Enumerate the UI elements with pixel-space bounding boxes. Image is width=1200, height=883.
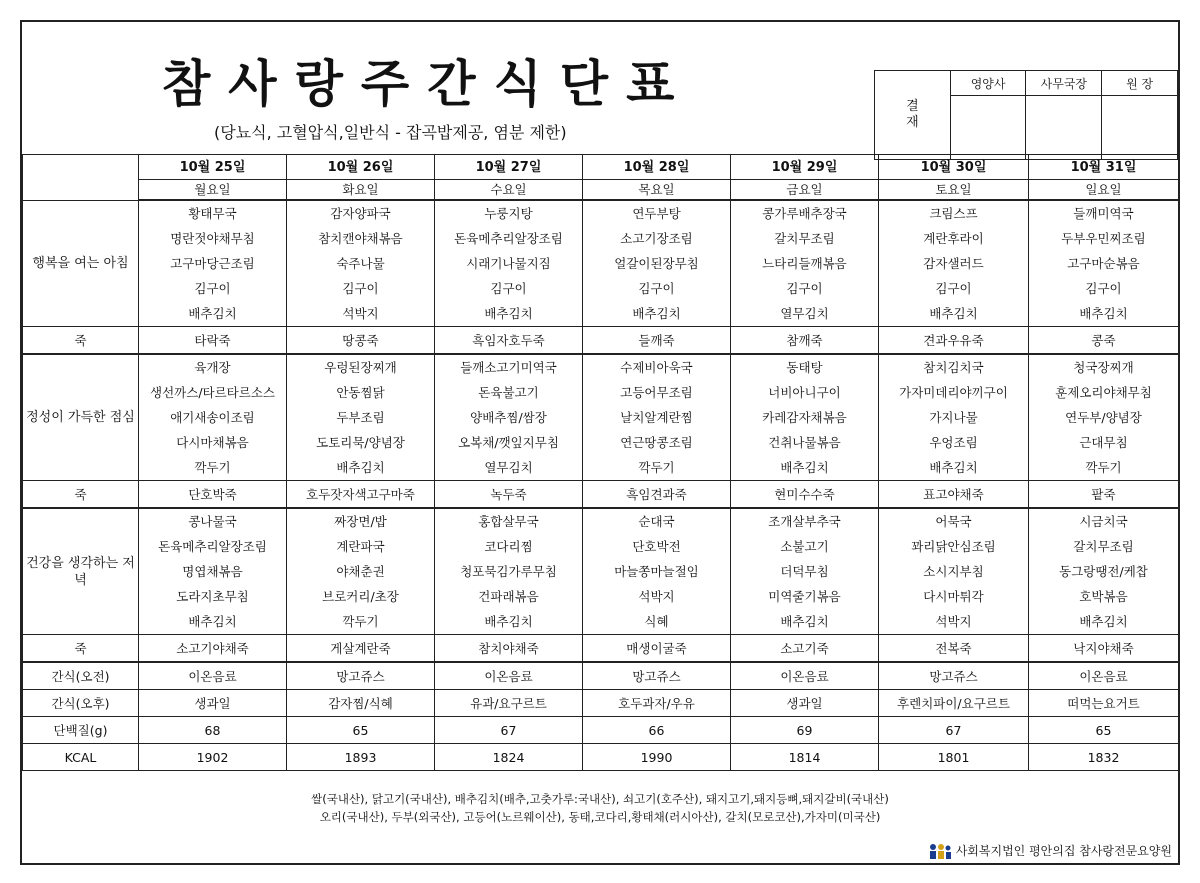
lunch-row [23,354,1179,380]
breakfast-dish: 고구마당근조림 [139,251,287,276]
approval-role-manager: 사무국장 [1026,71,1102,96]
breakfast-row [23,276,1179,301]
dinner-dish: 조개살부추국 [731,508,879,534]
dinner-dish: 시금치국 [1029,508,1179,534]
breakfast-dish: 김구이 [731,276,879,301]
approval-box [874,70,1178,160]
snack-morning-cell: 이온음료 [139,662,287,690]
porridge-breakfast-cell: 타락죽 [139,327,287,355]
dinner-row [23,508,1179,534]
porridge-breakfast-cell: 콩죽 [1029,327,1179,355]
lunch-dish: 연두부/양념장 [1029,405,1179,430]
day-date: 10월 26일 [287,155,435,180]
lunch-dish: 양배추찜/쌈장 [435,405,583,430]
snack-afternoon-cell: 떠먹는요거트 [1029,690,1179,717]
porridge-lunch-cell: 팥죽 [1029,481,1179,509]
lunch-dish: 오복채/깻잎지무침 [435,430,583,455]
page-subtitle: (당뇨식, 고혈압식,일반식 - 잡곡밥제공, 염분 제한) [214,123,567,142]
lunch-dish: 동태탕 [731,354,879,380]
snack-morning-row [23,662,1179,690]
menu-sheet [20,20,1180,865]
dinner-row [23,584,1179,609]
snack-afternoon-label: 간식(오후) [23,690,139,717]
dinner-dish: 배추김치 [435,609,583,635]
dinner-dish: 석박지 [583,584,731,609]
dinner-dish: 깍두기 [287,609,435,635]
breakfast-dish: 시래기나물지짐 [435,251,583,276]
breakfast-dish: 김구이 [435,276,583,301]
dinner-dish: 건파래볶음 [435,584,583,609]
lunch-dish: 연근땅콩조림 [583,430,731,455]
dinner-label: 건강을 생각하는 저녁 [23,508,139,635]
breakfast-dish: 느타리들깨볶음 [731,251,879,276]
lunch-row [23,455,1179,481]
dinner-dish: 더덕무침 [731,559,879,584]
protein-cell: 65 [1029,717,1179,744]
snack-morning-cell: 망고쥬스 [879,662,1029,690]
origin-line-2: 오리(국내산), 두부(외국산), 고등어(노르웨이산), 동태,코다리,황태채(러시아산), 갈치(모로코산),가자미(미국산) [319,810,881,824]
breakfast-dish: 배추김치 [139,301,287,327]
breakfast-dish: 돈육메추리알장조림 [435,226,583,251]
snack-morning-cell: 망고쥬스 [287,662,435,690]
dinner-dish: 갈치무조림 [1029,534,1179,559]
porridge-dinner-cell: 소고기야채죽 [139,635,287,663]
porridge-dinner-cell: 전복죽 [879,635,1029,663]
porridge-breakfast-cell: 견과우유죽 [879,327,1029,355]
porridge-breakfast-row [23,327,1179,355]
dinner-dish: 청포묵김가루무침 [435,559,583,584]
kcal-cell: 1893 [287,744,435,771]
dinner-dish: 배추김치 [1029,609,1179,635]
lunch-dish: 훈제오리야채무침 [1029,380,1179,405]
porridge-breakfast-cell: 참깨죽 [731,327,879,355]
breakfast-dish: 소고기장조림 [583,226,731,251]
day-weekday: 금요일 [731,180,879,201]
dinner-dish: 다시마튀각 [879,584,1029,609]
snack-afternoon-cell: 생과일 [139,690,287,717]
porridge-lunch-cell: 호두잣자색고구마죽 [287,481,435,509]
dinner-dish: 돈육메추리알장조림 [139,534,287,559]
porridge-breakfast-cell: 땅콩죽 [287,327,435,355]
lunch-dish: 배추김치 [287,455,435,481]
kcal-row [23,744,1179,771]
breakfast-dish: 김구이 [1029,276,1179,301]
approval-label-bottom: 재 [906,115,919,130]
dinner-dish: 꽈리닭안심조림 [879,534,1029,559]
breakfast-dish: 김구이 [879,276,1029,301]
snack-morning-cell: 이온음료 [435,662,583,690]
dinner-dish: 브로커리/초장 [287,584,435,609]
day-date: 10월 27일 [435,155,583,180]
protein-cell: 66 [583,717,731,744]
porridge-lunch-cell: 단호박죽 [139,481,287,509]
protein-cell: 65 [287,717,435,744]
porridge-dinner-cell: 게살계란죽 [287,635,435,663]
lunch-dish: 가지나물 [879,405,1029,430]
kcal-cell: 1902 [139,744,287,771]
day-weekday: 수요일 [435,180,583,201]
lunch-dish: 청국장찌개 [1029,354,1179,380]
lunch-dish: 열무김치 [435,455,583,481]
breakfast-dish: 명란젓야채무침 [139,226,287,251]
lunch-dish: 도토리묵/양념장 [287,430,435,455]
approval-role-director: 원 장 [1102,71,1178,96]
snack-afternoon-cell: 호두과자/우유 [583,690,731,717]
lunch-dish: 건취나물볶음 [731,430,879,455]
dinner-dish: 코다리찜 [435,534,583,559]
breakfast-dish: 배추김치 [583,301,731,327]
breakfast-dish: 두부우민찌조림 [1029,226,1179,251]
dinner-dish: 배추김치 [139,609,287,635]
day-date: 10월 25일 [139,155,287,180]
lunch-dish: 깍두기 [583,455,731,481]
day-date: 10월 31일 [1029,155,1179,180]
organization-signature [927,842,1172,859]
lunch-dish: 들깨소고기미역국 [435,354,583,380]
breakfast-dish: 누룽지탕 [435,200,583,226]
porridge-lunch-cell: 현미수수죽 [731,481,879,509]
breakfast-dish: 황태무국 [139,200,287,226]
porridge-breakfast-cell: 들깨죽 [583,327,731,355]
breakfast-dish: 김구이 [583,276,731,301]
porridge-dinner-cell: 낙지야채죽 [1029,635,1179,663]
porridge-dinner-cell: 소고기죽 [731,635,879,663]
day-date: 10월 29일 [731,155,879,180]
lunch-dish: 안동찜닭 [287,380,435,405]
lunch-dish: 배추김치 [879,455,1029,481]
protein-cell: 69 [731,717,879,744]
protein-label: 단백질(g) [23,717,139,744]
dinner-row [23,534,1179,559]
dinner-dish: 계란파국 [287,534,435,559]
breakfast-row [23,301,1179,327]
porridge-lunch-row [23,481,1179,509]
date-row [23,155,1179,180]
day-weekday: 토요일 [879,180,1029,201]
porridge-lunch-cell: 녹두죽 [435,481,583,509]
weekday-row [23,180,1179,201]
breakfast-row [23,251,1179,276]
breakfast-label: 행복을 여는 아침 [23,200,139,327]
dinner-dish: 미역줄기볶음 [731,584,879,609]
dinner-dish: 단호박전 [583,534,731,559]
lunch-dish: 참치김치국 [879,354,1029,380]
breakfast-dish: 들깨미역국 [1029,200,1179,226]
porridge-dinner-cell: 매생이굴죽 [583,635,731,663]
breakfast-dish: 열무김치 [731,301,879,327]
breakfast-dish: 감자샐러드 [879,251,1029,276]
breakfast-row [23,200,1179,226]
lunch-dish: 너비아니구이 [731,380,879,405]
day-date: 10월 28일 [583,155,731,180]
breakfast-dish: 크림스프 [879,200,1029,226]
breakfast-dish: 김구이 [287,276,435,301]
protein-row [23,717,1179,744]
snack-afternoon-row [23,690,1179,717]
kcal-cell: 1801 [879,744,1029,771]
corner-cell [23,155,139,201]
porridge-breakfast-cell: 흑임자호두죽 [435,327,583,355]
breakfast-dish: 고구마순볶음 [1029,251,1179,276]
day-date: 10월 30일 [879,155,1029,180]
approval-sign-director [1102,96,1178,160]
breakfast-dish: 갈치무조림 [731,226,879,251]
kcal-label: KCAL [23,744,139,771]
lunch-dish: 우렁된장찌개 [287,354,435,380]
breakfast-dish: 배추김치 [1029,301,1179,327]
lunch-dish: 돈육불고기 [435,380,583,405]
breakfast-dish: 연두부탕 [583,200,731,226]
organization-name: 사회복지법인 평안의집 참사랑전문요양원 [955,844,1172,858]
lunch-dish: 근대무침 [1029,430,1179,455]
porridge-lunch-cell: 표고야채죽 [879,481,1029,509]
approval-label-top: 결 [906,99,919,114]
lunch-dish: 우엉조림 [879,430,1029,455]
lunch-label: 정성이 가득한 점심 [23,354,139,481]
dinner-dish: 야채춘권 [287,559,435,584]
lunch-dish: 애기새송이조림 [139,405,287,430]
dinner-dish: 마늘쫑마늘절임 [583,559,731,584]
dinner-dish: 홍합살무국 [435,508,583,534]
day-weekday: 일요일 [1029,180,1179,201]
people-logo-icon [927,843,953,859]
porridge-lunch-cell: 흑임견과죽 [583,481,731,509]
breakfast-dish: 얼갈이된장무침 [583,251,731,276]
approval-label [875,71,951,160]
breakfast-dish: 참치캔야채볶음 [287,226,435,251]
day-weekday: 화요일 [287,180,435,201]
dinner-dish: 동그랑땡전/케찹 [1029,559,1179,584]
approval-sign-dietitian [950,96,1026,160]
lunch-row [23,380,1179,405]
breakfast-dish: 감자양파국 [287,200,435,226]
dinner-dish: 호박볶음 [1029,584,1179,609]
lunch-dish: 날치알계란찜 [583,405,731,430]
kcal-cell: 1824 [435,744,583,771]
breakfast-row [23,226,1179,251]
protein-cell: 67 [879,717,1029,744]
origin-footer [22,790,1178,826]
dinner-dish: 도라지초무침 [139,584,287,609]
lunch-dish: 다시마채볶음 [139,430,287,455]
porridge-breakfast-label: 죽 [23,327,139,355]
lunch-dish: 깍두기 [1029,455,1179,481]
snack-morning-cell: 망고쥬스 [583,662,731,690]
snack-morning-cell: 이온음료 [1029,662,1179,690]
lunch-dish: 두부조림 [287,405,435,430]
lunch-dish: 가자미데리야끼구이 [879,380,1029,405]
dinner-dish: 순대국 [583,508,731,534]
snack-morning-label: 간식(오전) [23,662,139,690]
kcal-cell: 1990 [583,744,731,771]
kcal-cell: 1814 [731,744,879,771]
snack-afternoon-cell: 감자찜/식혜 [287,690,435,717]
protein-cell: 68 [139,717,287,744]
lunch-dish: 육개장 [139,354,287,380]
breakfast-dish: 숙주나물 [287,251,435,276]
porridge-dinner-label: 죽 [23,635,139,663]
dinner-dish: 콩나물국 [139,508,287,534]
kcal-cell: 1832 [1029,744,1179,771]
dinner-dish: 석박지 [879,609,1029,635]
snack-afternoon-cell: 유과/요구르트 [435,690,583,717]
porridge-lunch-label: 죽 [23,481,139,509]
dinner-dish: 어묵국 [879,508,1029,534]
lunch-dish: 카레감자채볶음 [731,405,879,430]
snack-afternoon-cell: 생과일 [731,690,879,717]
page-title: 참사랑주간식단표 [162,55,693,113]
lunch-row [23,405,1179,430]
approval-sign-manager [1026,96,1102,160]
dinner-row [23,609,1179,635]
day-weekday: 목요일 [583,180,731,201]
day-weekday: 월요일 [139,180,287,201]
protein-cell: 67 [435,717,583,744]
dinner-dish: 소시지부침 [879,559,1029,584]
approval-role-dietitian: 영양사 [950,71,1026,96]
lunch-dish: 고등어무조림 [583,380,731,405]
weekly-menu-table [22,154,1179,771]
breakfast-dish: 계란후라이 [879,226,1029,251]
breakfast-dish: 배추김치 [879,301,1029,327]
lunch-dish: 깍두기 [139,455,287,481]
lunch-dish: 배추김치 [731,455,879,481]
lunch-row [23,430,1179,455]
breakfast-dish: 김구이 [139,276,287,301]
breakfast-dish: 콩가루배추장국 [731,200,879,226]
dinner-dish: 식혜 [583,609,731,635]
breakfast-dish: 배추김치 [435,301,583,327]
snack-morning-cell: 이온음료 [731,662,879,690]
lunch-dish: 생선까스/타르타르소스 [139,380,287,405]
dinner-dish: 짜장면/밥 [287,508,435,534]
dinner-dish: 소불고기 [731,534,879,559]
porridge-dinner-row [23,635,1179,663]
origin-line-1: 쌀(국내산), 닭고기(국내산), 배추김치(배추,고춧가루:국내산), 쇠고기(호주산), 돼지고기,돼지등뼈,돼지갈비(국내산) [311,792,889,806]
dinner-dish: 명엽채볶음 [139,559,287,584]
snack-afternoon-cell: 후렌치파이/요구르트 [879,690,1029,717]
dinner-dish: 배추김치 [731,609,879,635]
breakfast-dish: 석박지 [287,301,435,327]
dinner-row [23,559,1179,584]
lunch-dish: 수제비아욱국 [583,354,731,380]
porridge-dinner-cell: 참치야채죽 [435,635,583,663]
